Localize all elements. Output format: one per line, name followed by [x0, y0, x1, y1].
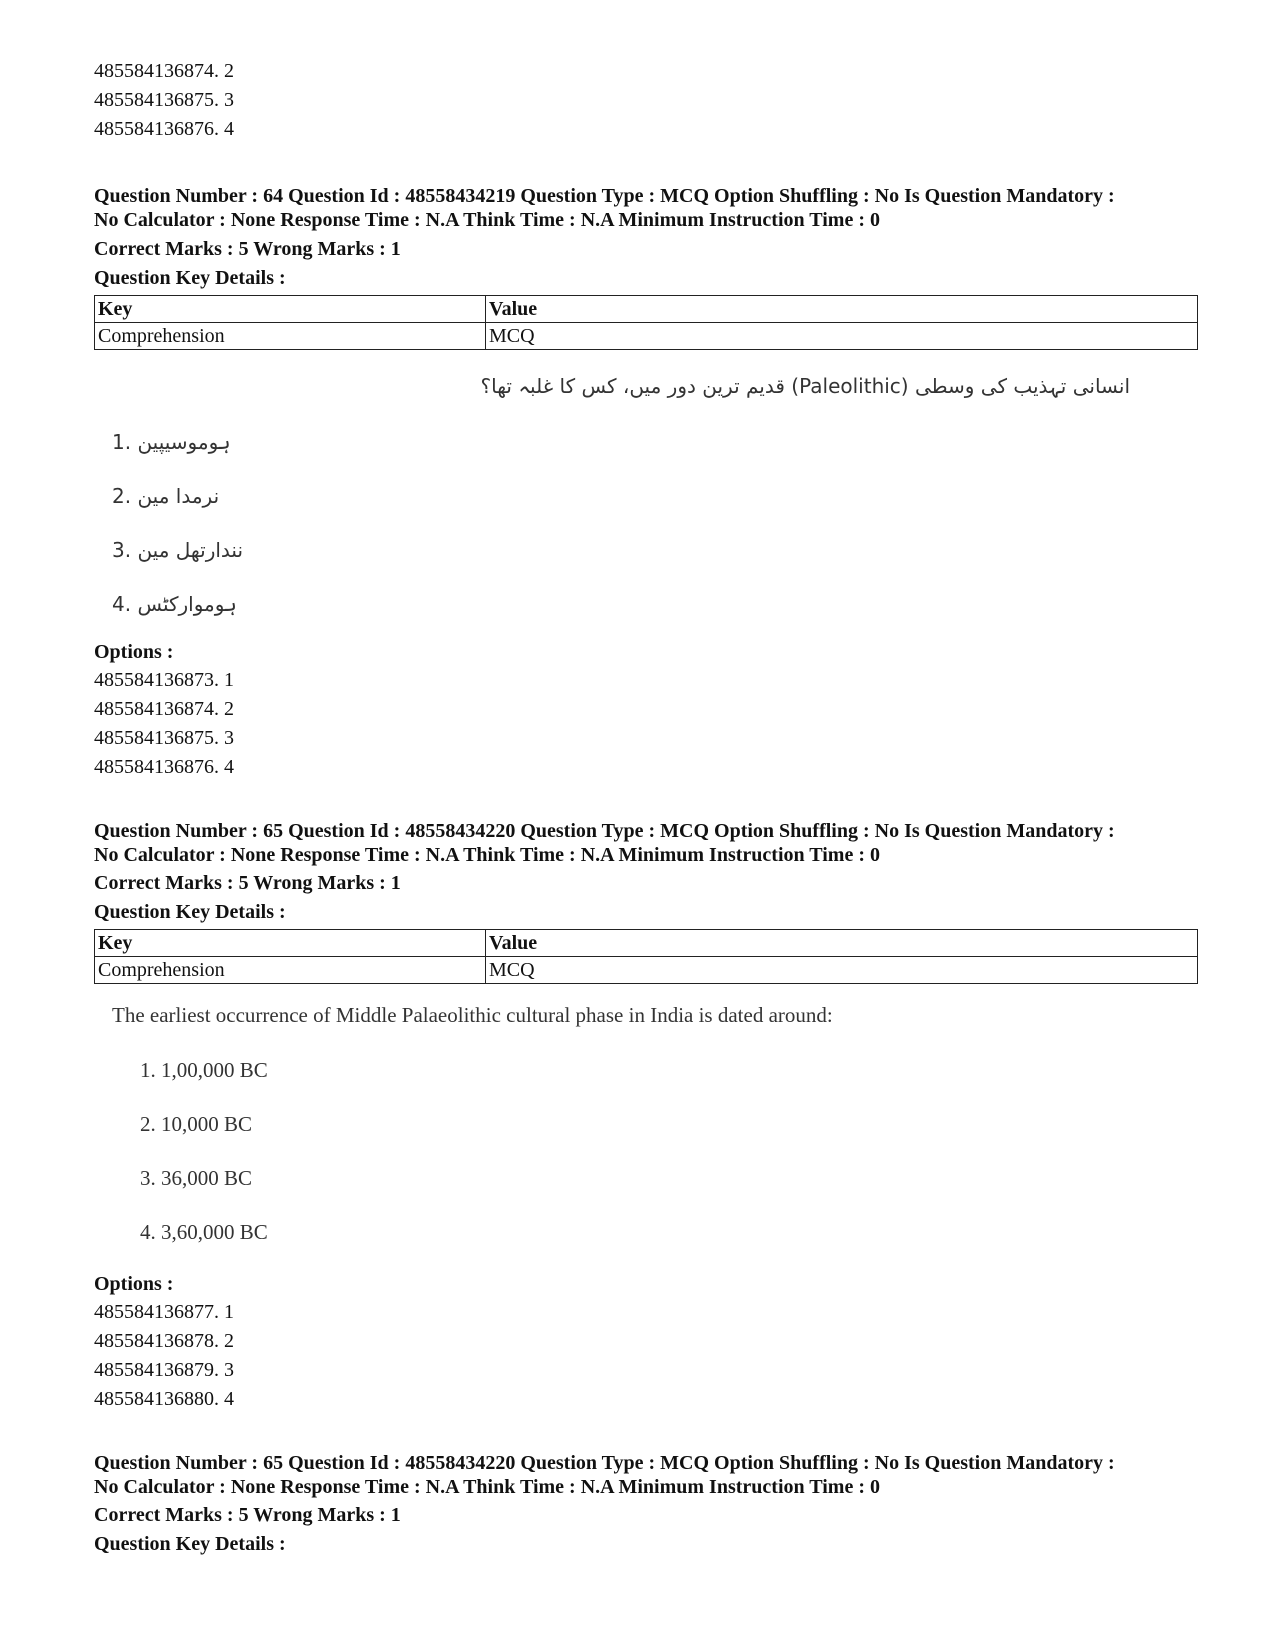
question-64-choice	[112, 538, 243, 562]
table-header-row	[95, 930, 1198, 957]
choice-number: 1.	[112, 430, 132, 454]
question-65-options-list	[94, 1298, 234, 1414]
top-options-list	[94, 57, 234, 144]
question-64-choice	[112, 430, 231, 454]
question-65-text: The earliest occurrence of Middle Palaeolithic cultural phase in India is dated around:	[112, 1003, 833, 1027]
question-64-text: انسانی تہذیب کی وسطی (Paleolithic) قدیم ترین دور میں، کس کا غلبہ تھا؟	[480, 374, 1130, 398]
option-line: 485584136874. 2	[94, 60, 234, 82]
header-line-1: Question Number : 65 Question Id : 48558434220 Question Type : MCQ Option Shuffling : No Is Question Mandatory :	[94, 820, 1115, 842]
choice-number: 3.	[112, 538, 132, 562]
question-64-options-list	[94, 666, 234, 782]
table-header-key: Key	[95, 930, 486, 957]
question-64-options-label: Options :	[94, 641, 174, 663]
option-line: 485584136874. 2	[94, 698, 234, 720]
question-65-choice: 3. 36,000 BC	[140, 1166, 253, 1190]
question-64-marks: Correct Marks : 5 Wrong Marks : 1	[94, 238, 401, 260]
choice-text: نرمدا مین	[137, 484, 220, 508]
question-64-choice	[112, 484, 219, 508]
question-65-choice: 4. 3,60,000 BC	[140, 1220, 268, 1244]
option-line: 485584136875. 3	[94, 89, 234, 111]
choice-number: 4.	[112, 592, 132, 616]
table-header-key: Key	[95, 296, 486, 323]
option-line: 485584136875. 3	[94, 727, 234, 749]
choice-number: 2.	[112, 484, 132, 508]
table-header-value: Value	[486, 930, 1198, 957]
question-64-key-table	[94, 295, 1198, 350]
question-65-repeat-key-details-label: Question Key Details :	[94, 1533, 286, 1555]
question-65-header	[94, 819, 1204, 867]
header-line-1: Question Number : 64 Question Id : 48558434219 Question Type : MCQ Option Shuffling : No Is Question Mandatory :	[94, 185, 1115, 207]
choice-text: ہوموارکٹس	[137, 592, 237, 616]
option-line: 485584136879. 3	[94, 1359, 234, 1381]
table-row	[95, 957, 1198, 984]
choice-text: ہوموسیپین	[137, 430, 231, 454]
question-65-choice: 2. 10,000 BC	[140, 1112, 253, 1136]
question-64-key-details-label: Question Key Details :	[94, 267, 286, 289]
table-cell-value: MCQ	[486, 323, 1198, 350]
table-header-value: Value	[486, 296, 1198, 323]
table-header-row	[95, 296, 1198, 323]
question-65-repeat-marks: Correct Marks : 5 Wrong Marks : 1	[94, 1504, 401, 1526]
question-65-key-table	[94, 929, 1198, 984]
header-line-1: Question Number : 65 Question Id : 48558434220 Question Type : MCQ Option Shuffling : No Is Question Mandatory :	[94, 1452, 1115, 1474]
header-line-2: No Calculator : None Response Time : N.A Think Time : N.A Minimum Instruction Time : 0	[94, 1476, 880, 1498]
table-row	[95, 323, 1198, 350]
question-65-key-details-label: Question Key Details :	[94, 901, 286, 923]
question-64-choice	[112, 592, 237, 616]
table-cell-key: Comprehension	[95, 323, 486, 350]
table-cell-key: Comprehension	[95, 957, 486, 984]
choice-text: نندارتھل مین	[137, 538, 244, 562]
question-65-options-label: Options :	[94, 1273, 174, 1295]
option-line: 485584136877. 1	[94, 1301, 234, 1323]
option-line: 485584136873. 1	[94, 669, 234, 691]
question-65-choice: 1. 1,00,000 BC	[140, 1058, 268, 1082]
question-64-header	[94, 184, 1204, 232]
question-65-repeat-header	[94, 1451, 1204, 1499]
question-65-marks: Correct Marks : 5 Wrong Marks : 1	[94, 872, 401, 894]
option-line: 485584136876. 4	[94, 756, 234, 778]
table-cell-value: MCQ	[486, 957, 1198, 984]
header-line-2: No Calculator : None Response Time : N.A Think Time : N.A Minimum Instruction Time : 0	[94, 844, 880, 866]
option-line: 485584136876. 4	[94, 118, 234, 140]
option-line: 485584136880. 4	[94, 1388, 234, 1410]
header-line-2: No Calculator : None Response Time : N.A Think Time : N.A Minimum Instruction Time : 0	[94, 209, 880, 231]
option-line: 485584136878. 2	[94, 1330, 234, 1352]
